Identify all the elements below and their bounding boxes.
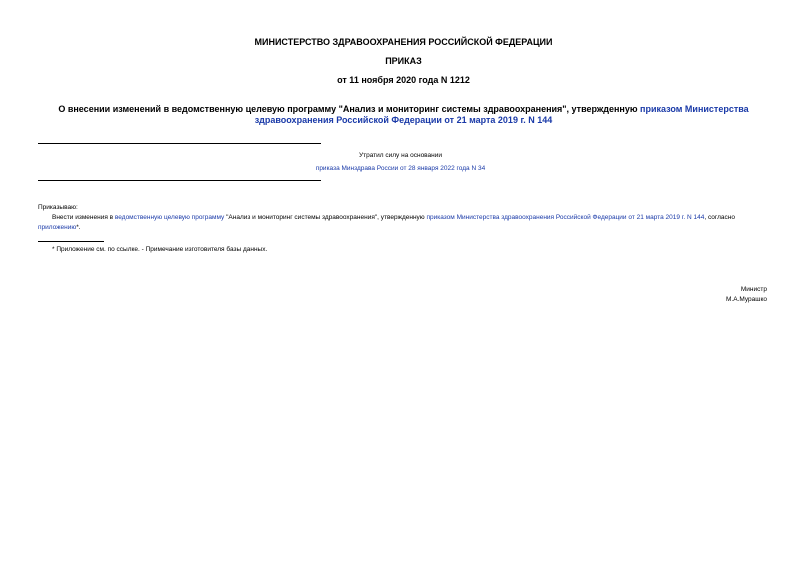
document-date-number: от 11 ноября 2020 года N 1212 [337,75,470,85]
order-144-link[interactable]: приказом Министерства здравоохранения Российской Федерации от 21 марта 2019 г. N 144 [426,214,705,221]
repeal-order-link[interactable]: приказа Минздрава России от 28 января 2022 года N 34 [315,165,486,172]
order-text-c: , согласно [704,214,735,221]
status-basis [38,165,763,172]
title-order-link[interactable]: приказом Министерства здравоохранения Российской Федерации от 21 марта 2019 г. N 144 [254,104,749,125]
program-link[interactable]: ведомственную целевую программу [114,214,225,221]
title-text: О внесении изменений в ведомственную целевую программу "Анализ и мониторинг системы здравоохранения", утвержденную [58,104,641,114]
status-divider-bottom [38,180,321,181]
footnote: * Приложение см. по ссылке. - Примечание изготовителя базы данных. [52,246,268,253]
order-text-b: "Анализ и мониторинг системы здравоохранения", утвержденную [224,214,427,221]
ministry-heading: МИНИСТЕРСТВО ЗДРАВООХРАНЕНИЯ РОССИЙСКОЙ ФЕДЕРАЦИИ [254,37,553,47]
order-text-d: *. [76,224,81,231]
footnote-divider [38,241,104,242]
status-text: Утратил силу на основании [358,152,443,159]
order-intro: Приказываю: [38,204,78,211]
status-divider-top [38,143,321,144]
document-type: ПРИКАЗ [385,56,422,66]
document-title [55,104,752,126]
appendix-link[interactable]: приложению [38,224,77,231]
signature-name: М.А.Мурашко [725,296,767,303]
order-text-a: Внести изменения в [52,214,115,221]
signature-position: Министр [740,286,767,293]
order-paragraph [38,213,768,233]
